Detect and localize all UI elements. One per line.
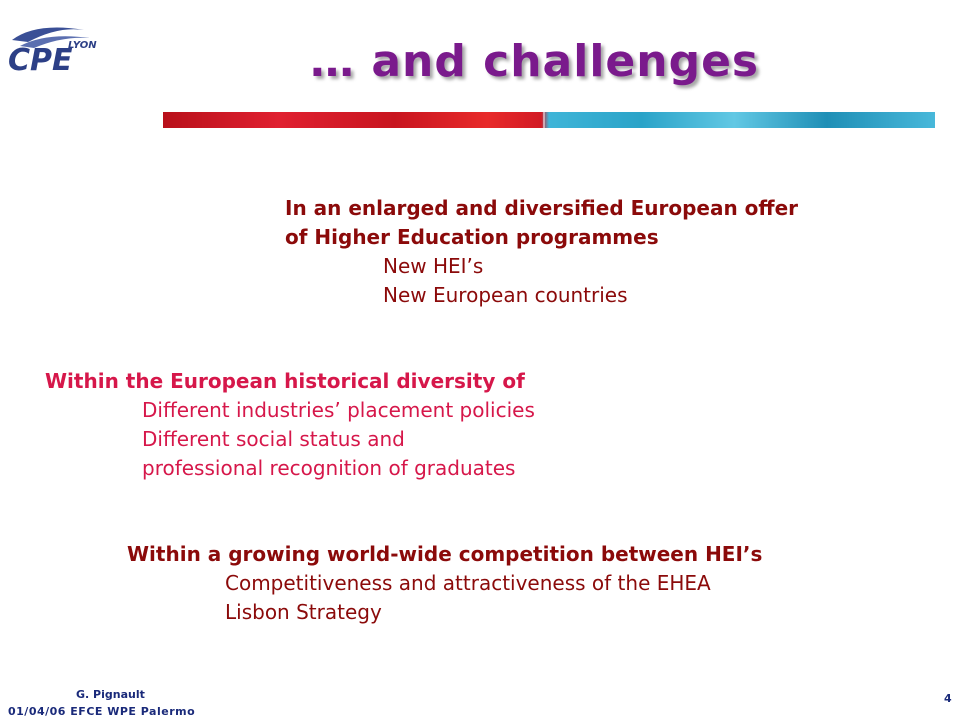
footer-event: 01/04/06 EFCE WPE Palermo [8,705,196,718]
section-heading-line: Within the European historical diversity of [45,369,525,393]
section-heading-line: of Higher Education programmes [285,225,659,249]
logo-main-text: CPE [8,43,73,78]
title-banner-image [163,112,935,128]
section-enlarged-offer [285,194,798,310]
section-item: Different industries’ placement policies [142,398,535,422]
section-item: Different social status and [142,427,405,451]
page-number: 4 [944,692,952,705]
footer-author: G. Pignault [76,688,145,701]
banner-divider [543,112,545,128]
cpe-lyon-logo [6,20,118,80]
section-item: New European countries [383,283,628,307]
section-world-competition [127,540,762,627]
section-item: New HEI’s [383,254,484,278]
section-item: professional recognition of graduates [142,456,516,480]
section-historical-diversity [45,367,535,483]
section-item: Lisbon Strategy [225,600,382,624]
section-heading-line: Within a growing world-wide competition between HEI’s [127,542,763,566]
logo-sub-text: LYON [68,40,97,51]
slide-title: … and challenges [310,36,760,87]
section-item: Competitiveness and attractiveness of the EHEA [225,571,711,595]
section-heading-line: In an enlarged and diversified European offer [285,196,799,220]
